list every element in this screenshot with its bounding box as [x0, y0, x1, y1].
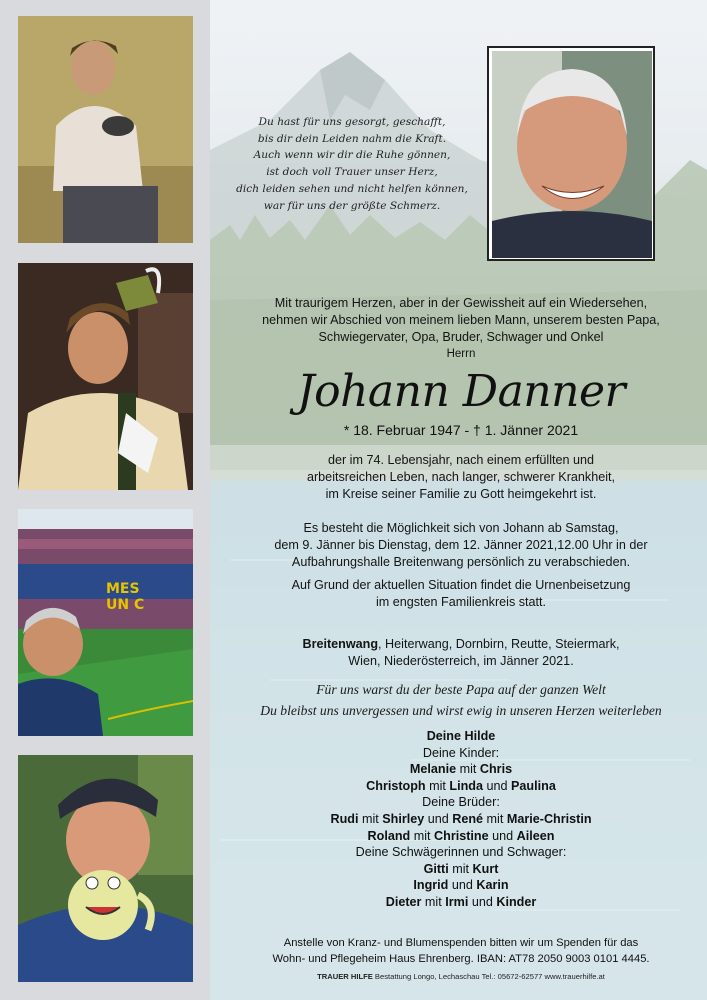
photo-column	[0, 0, 210, 1000]
farewell-text	[222, 520, 700, 571]
farewell-line: Aufbahrungshalle Breitenwang persönlich zu verabschieden.	[291, 555, 631, 569]
family-connector: und	[424, 811, 453, 826]
passing-line: im Kreise seiner Familie zu Gott heimgekehrt ist.	[325, 487, 597, 501]
urn-line: im engsten Familienkreis statt.	[375, 595, 547, 609]
family-member-name: Ingrid	[413, 878, 449, 893]
donation-line: Wohn- und Pflegeheim Haus Ehrenberg. IBAN: AT78 2050 9003 0101 4445.	[272, 953, 650, 965]
places-bold: Breitenwang	[302, 637, 379, 651]
family-line	[222, 861, 700, 878]
family-member-name: Roland	[367, 828, 411, 843]
family-connector: mit	[358, 811, 383, 826]
family-member-name: Kinder	[496, 894, 537, 909]
family-connector: und	[468, 894, 497, 909]
family-member-name: René	[452, 811, 484, 826]
family-member-name: Gitti	[423, 861, 449, 876]
family-connector: mit	[448, 861, 473, 876]
family-member-name: Paulina	[511, 778, 556, 793]
family-member-name: Aileen	[516, 828, 555, 843]
family-connector: und	[483, 778, 512, 793]
family-line	[222, 794, 700, 811]
funeral-home-details: Bestattung Longo, Lechaschau Tel.: 05672-62577 www.trauerhilfe.at	[372, 972, 605, 981]
family-line	[222, 745, 700, 762]
poem-line: Auch wenn wir dir die Ruhe gönnen,	[253, 149, 451, 162]
family-member-name: Christoph	[366, 778, 426, 793]
family-member-name: Karin	[476, 878, 509, 893]
family-line	[222, 877, 700, 894]
announcement-intro	[222, 295, 700, 363]
family-line	[222, 894, 700, 911]
farewell-line: Es besteht die Möglichkeit sich von Johann ab Samstag,	[303, 521, 619, 535]
urn-line: Auf Grund der aktuellen Situation findet die Urnenbeisetzung	[291, 578, 631, 592]
intro-line: nehmen wir Abschied von meinem lieben Mann, unserem besten Papa,	[262, 313, 660, 327]
family-connector: Deine Kinder:	[422, 745, 500, 760]
family-connector: und	[488, 828, 517, 843]
poem-line: ist doch voll Trauer unser Herz,	[266, 166, 438, 179]
funeral-home-footer	[222, 972, 700, 981]
poem-line: dich leiden sehen und nicht helfen können,	[236, 182, 468, 195]
family-connector: mit	[483, 811, 507, 826]
donation-line: Anstelle von Kranz- und Blumenspenden bitten wir um Spenden für das	[283, 937, 639, 949]
intro-line: Mit traurigem Herzen, aber in der Gewissheit auf ein Wiedersehen,	[274, 296, 648, 310]
family-connector: mit	[456, 762, 480, 777]
family-member-name: Melanie	[409, 762, 457, 777]
poem-line: bis dir dein Leiden nahm die Kraft.	[257, 132, 447, 145]
family-member-name: Chris	[479, 762, 513, 777]
stadium-sign-text: MES	[106, 581, 140, 597]
portrait-photo	[487, 46, 655, 261]
places-rest: , Heiterwang, Dornbirn, Reutte, Steiermark,	[378, 637, 620, 651]
donation-request	[222, 935, 700, 967]
family-line	[222, 778, 700, 795]
family-line	[222, 844, 700, 861]
family-member-name: Rudi	[330, 811, 359, 826]
family-list	[222, 728, 700, 911]
family-connector: mit	[421, 894, 446, 909]
life-dates: * 18. Februar 1947 - † 1. Jänner 2021	[343, 422, 579, 438]
family-member-name: Linda	[449, 778, 484, 793]
quote-line: Du bleibst uns unvergessen und wirst ewig in unseren Herzen weiterleben	[260, 703, 662, 718]
family-line	[222, 811, 700, 828]
places-text	[222, 636, 700, 670]
photo-man-with-hat	[18, 263, 193, 490]
intro-line: Herrn	[446, 348, 476, 360]
family-connector: Deine Schwägerinnen und Schwager:	[355, 845, 567, 860]
family-member-name: Irmi	[445, 894, 469, 909]
photo-stadium	[18, 509, 193, 736]
farewell-line: dem 9. Jänner bis Dienstag, dem 12. Jänner 2021,12.00 Uhr in der	[274, 538, 648, 552]
passing-line: der im 74. Lebensjahr, nach einem erfüllten und	[327, 453, 595, 467]
urn-burial-text	[222, 577, 700, 611]
family-member-name: Kurt	[472, 861, 499, 876]
family-line	[222, 728, 700, 745]
family-connector: mit	[410, 828, 435, 843]
photo-man-with-cup	[18, 755, 193, 982]
poem-line: Du hast für uns gesorgt, geschafft,	[258, 116, 446, 128]
deceased-name: Johann Danner	[296, 366, 626, 417]
memorial-quotes	[222, 679, 700, 721]
passing-text	[222, 452, 700, 503]
family-member-name: Deine Hilde	[426, 729, 496, 743]
poem-line: war für uns der größte Schmerz.	[263, 199, 441, 212]
quote-line: Für uns warst du der beste Papa auf der ganzen Welt	[316, 682, 606, 697]
places-line-2: Wien, Niederösterreich, im Jänner 2021.	[348, 654, 574, 668]
family-connector: Deine Brüder:	[422, 795, 500, 810]
poem	[222, 114, 482, 214]
family-member-name: Dieter	[385, 894, 422, 909]
passing-line: arbeitsreichen Leben, nach langer, schwerer Krankheit,	[306, 470, 616, 484]
photo-young-man-kneeling	[18, 16, 193, 243]
family-member-name: Christine	[434, 828, 489, 843]
stadium-sign-text-2: UN C	[106, 597, 145, 613]
family-connector: mit	[425, 778, 450, 793]
family-member-name: Shirley	[382, 811, 425, 826]
intro-line: Schwiegervater, Opa, Bruder, Schwager und Onkel	[318, 330, 604, 344]
family-member-name: Marie-Christin	[506, 811, 592, 826]
family-line	[222, 828, 700, 845]
places-line-1	[222, 636, 700, 653]
family-connector: und	[448, 878, 477, 893]
funeral-home-brand: TRAUER HILFE	[317, 972, 373, 981]
family-line	[222, 761, 700, 778]
